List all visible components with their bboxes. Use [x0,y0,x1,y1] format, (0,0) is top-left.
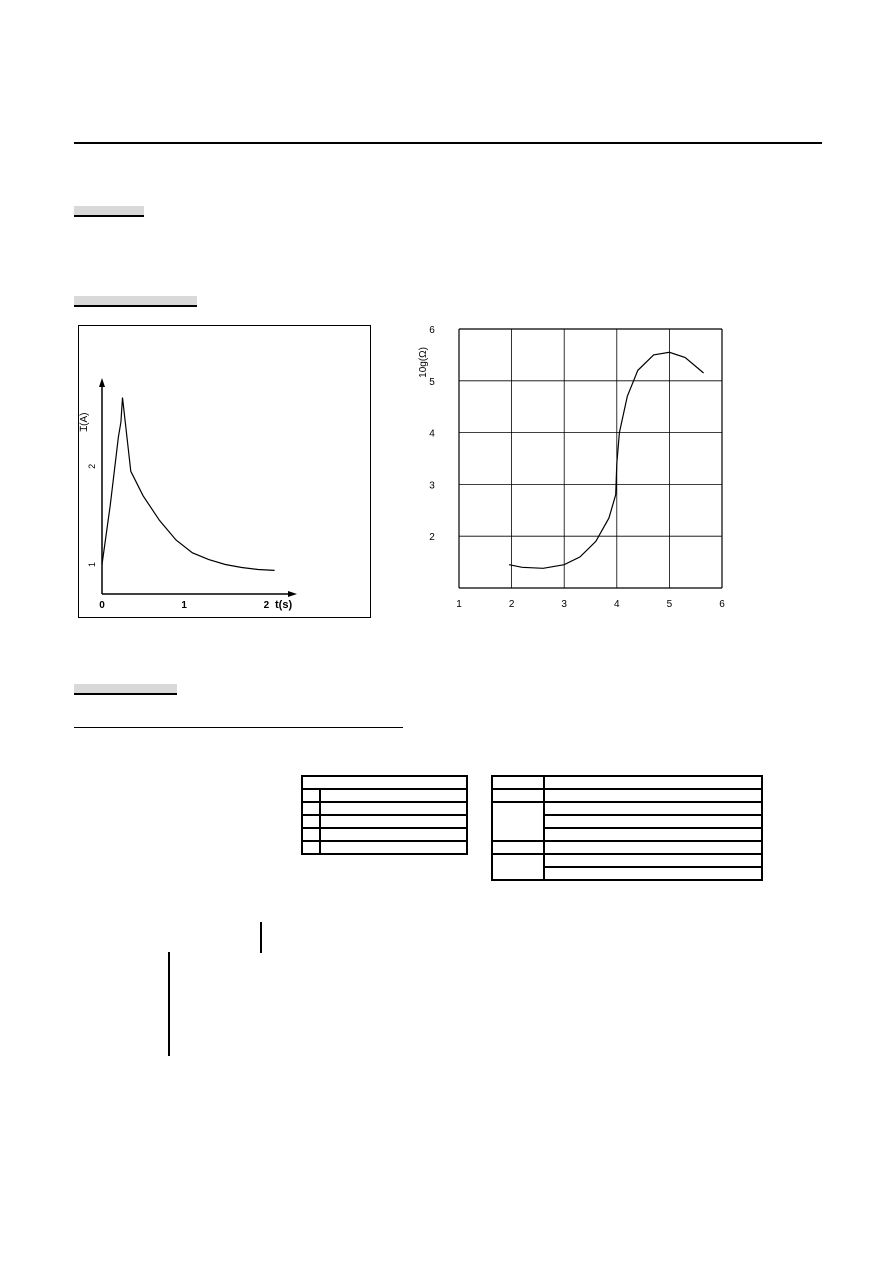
y-tick-label: 3 [429,480,435,492]
log-resistance-figure [412,325,732,615]
y-tick-label: 2 [429,532,435,544]
log-resistance-chart [412,325,732,615]
section-heading-bar-3 [74,684,177,695]
x-tick-label: 0 [99,600,105,611]
top-rule [74,142,822,144]
x-tick-label: 2 [263,600,270,611]
current-time-figure [78,325,371,618]
x-tick-label: 1 [456,599,462,610]
table-row [302,776,467,789]
current-time-chart [79,326,370,617]
x-axis-label: t(s) [275,599,293,611]
table-row [492,854,762,867]
y-tick-label: 2 [87,463,97,469]
table-row [302,789,467,802]
table-row [302,828,467,841]
x-tick-label: 3 [561,599,567,610]
x-tick-label: 4 [614,599,620,610]
table-row [492,776,762,789]
table-row [302,815,467,828]
table-row [492,841,762,854]
right-table [491,775,763,881]
x-tick-label: 5 [666,599,673,610]
y-tick-label: 6 [429,325,435,336]
y-axis-label: 10g(Ω) [418,347,429,378]
x-tick-label: 6 [719,599,725,610]
y-axis-arrow [99,378,105,387]
table-row [492,789,762,802]
x-tick-label: 2 [508,599,515,610]
y-tick-label: 1 [87,562,97,568]
y-tick-label: 5 [429,376,435,388]
y-axis-label: Ɪ(A) [79,412,90,432]
underline-rule [74,727,403,728]
y-tick-label: 4 [429,428,435,440]
x-tick-label: 1 [181,600,187,611]
table-row [492,802,762,815]
x-axis-arrow [288,591,297,597]
table-row [302,841,467,854]
short-vertical-mark [260,922,262,953]
section-heading-bar-1 [74,206,144,217]
long-vertical-mark [168,952,170,1056]
current-curve [102,398,275,571]
left-table [301,775,468,855]
section-heading-bar-2 [74,296,197,307]
table-row [302,802,467,815]
